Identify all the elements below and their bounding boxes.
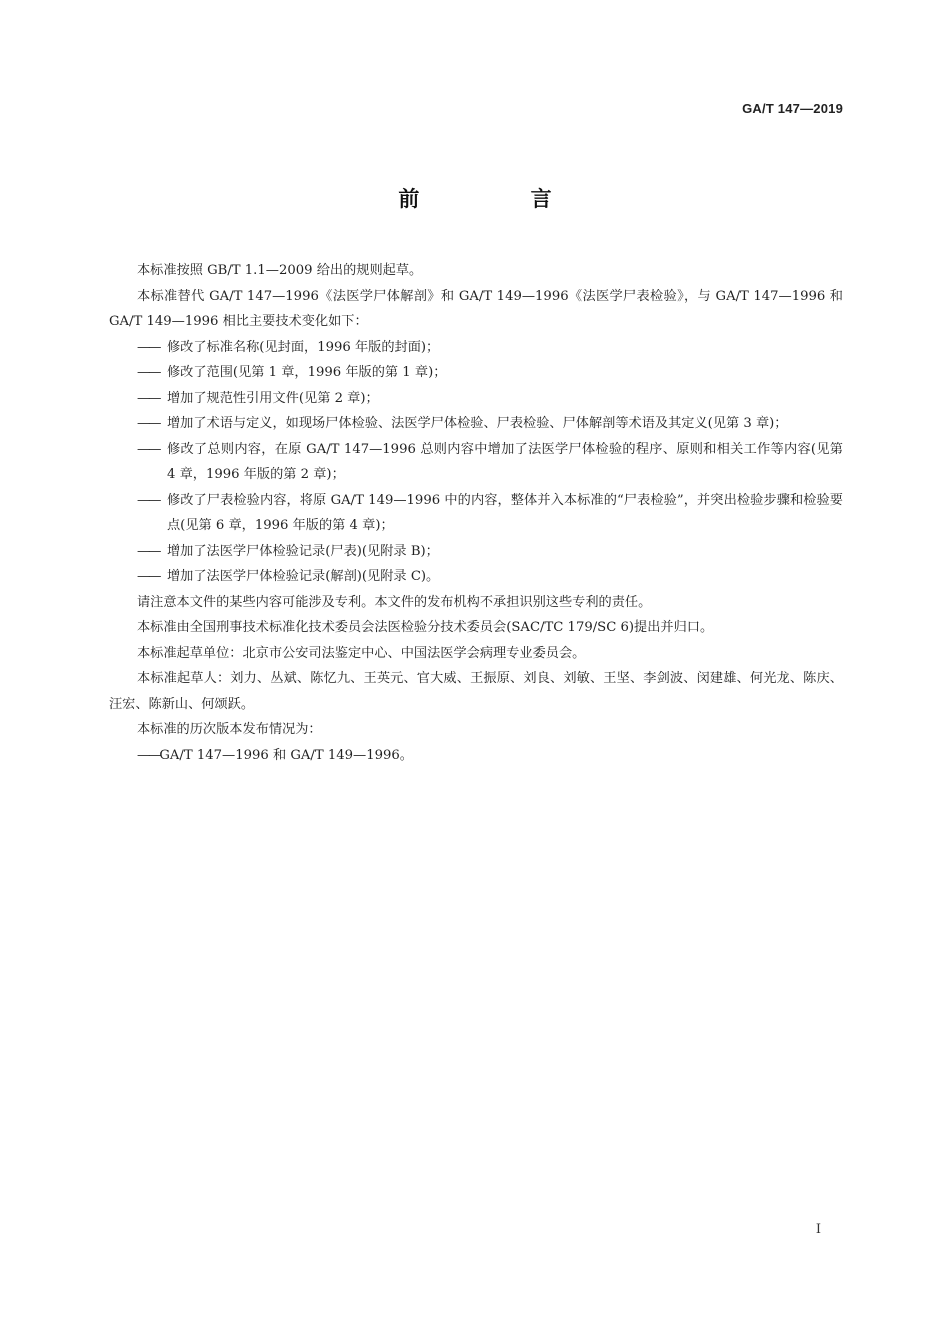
standard-code: GA/T 147—2019 <box>742 101 843 116</box>
paragraph-history-intro: 本标准的历次版本发布情况为： <box>137 722 322 737</box>
change-item: —— 增加了法医学尸体检验记录(解剖)(见附录 C)。 <box>109 564 843 590</box>
dash-mark: —— <box>137 569 160 584</box>
paragraph-patent-notice: 请注意本文件的某些内容可能涉及专利。本文件的发布机构不承担识别这些专利的责任。 <box>137 594 652 610</box>
paragraph-drafters: 本标准起草人：刘力、丛斌、陈忆九、王英元、官大威、王振原、刘良、刘敏、王坚、李剑波、闵建雄、何光龙、陈庆、汪宏、陈新山、何颂跃。 <box>109 671 843 712</box>
change-item: —— 修改了总则内容，在原 GA/T 147—1996 总则内容中增加了法医学尸体检验的程序、原则和相关工作等内容(见第 4 章，1996 年版的第 2 章)； <box>109 437 843 488</box>
dash-mark: —— <box>137 365 160 380</box>
dash-mark: —— <box>137 747 160 763</box>
change-item: —— 修改了范围(见第 1 章，1996 年版的第 1 章)； <box>109 360 843 386</box>
change-item: —— 增加了术语与定义，如现场尸体检验、法医学尸体检验、尸表检验、尸体解剖等术语及其定义(见第 3 章)； <box>109 411 843 437</box>
change-item: —— 增加了法医学尸体检验记录(尸表)(见附录 B)； <box>109 539 843 565</box>
paragraph-proposer: 本标准由全国刑事技术标准化技术委员会法医检验分技术委员会(SAC/TC 179/SC 6)提出并归口。 <box>137 620 714 635</box>
change-item: —— 修改了尸表检验内容，将原 GA/T 149—1996 中的内容，整体并入本标准的“尸表检验”，并突出检验步骤和检验要点(见第 6 章，1996 年版的第 4 章)； <box>109 488 843 539</box>
dash-mark: —— <box>137 339 160 355</box>
dash-mark: —— <box>137 492 160 508</box>
paragraph-drafting-rules: 本标准按照 GB/T 1.1—2009 给出的规则起草。 <box>137 263 423 278</box>
foreword-body <box>109 258 843 768</box>
paragraph-drafting-units: 本标准起草单位：北京市公安司法鉴定中心、中国法医学会病理专业委员会。 <box>137 645 586 661</box>
dash-mark: —— <box>137 543 160 559</box>
page-number: I <box>815 1222 821 1237</box>
dash-mark: —— <box>137 416 160 431</box>
dash-mark: —— <box>137 390 160 406</box>
change-item: —— 增加了规范性引用文件(见第 2 章)； <box>109 386 843 412</box>
change-item: —— 修改了标准名称(见封面，1996 年版的封面)； <box>109 335 843 361</box>
page-title: 前 言 <box>398 187 604 211</box>
paragraph-replacement: 本标准替代 GA/T 147—1996《法医学尸体解剖》和 GA/T 149—1996《法医学尸表检验》，与 GA/T 147—1996 和 GA/T 149—1996 相比主要技术变化如下： <box>109 288 843 329</box>
dash-mark: —— <box>137 441 160 457</box>
history-item: ——GA/T 147—1996 和 GA/T 149—1996。 <box>137 747 413 763</box>
